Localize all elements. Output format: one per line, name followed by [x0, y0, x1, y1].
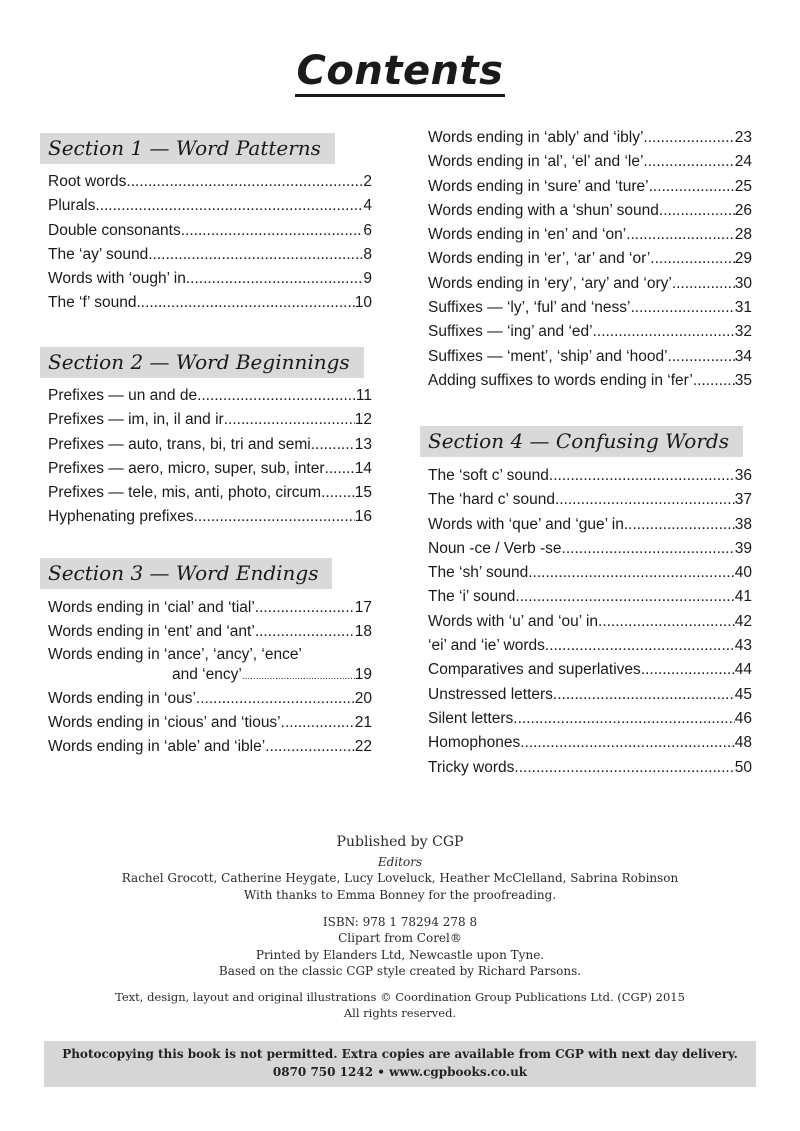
thanks-line: With thanks to Emma Bonney for the proofreading.: [243, 888, 557, 902]
toc-entry[interactable]: Words ending in ‘ably’ and ‘ibly’ ..... 23: [428, 126, 752, 150]
section-1-heading: Section 1 — Word Patterns: [40, 133, 335, 164]
toc-entry[interactable]: Homophones ..... 48: [428, 731, 752, 755]
section-4-heading: Section 4 — Confusing Words: [420, 426, 743, 457]
section-3-entries-left: [48, 596, 372, 759]
toc-entry[interactable]: ‘ei’ and ‘ie’ words ..... 43: [428, 634, 752, 658]
editors-label: Editors: [377, 855, 423, 869]
section-2-heading: Section 2 — Word Beginnings: [40, 347, 364, 378]
toc-entry[interactable]: Words ending in ‘ance’, ‘ancy’, ‘ence’ and ‘ency’ ..... 19: [48, 645, 372, 687]
toc-entry[interactable]: The ‘soft c’ sound ..... 36: [428, 464, 752, 488]
isbn: ISBN: 978 1 78294 278 8: [322, 915, 478, 929]
section-3-heading: Section 3 — Word Endings: [40, 558, 332, 589]
toc-entry[interactable]: Words with ‘u’ and ‘ou’ in ..... 42: [428, 610, 752, 634]
toc-entry[interactable]: Words ending in ‘sure’ and ‘ture’ ..... 25: [428, 175, 752, 199]
toc-entry[interactable]: Words ending in ‘ery’, ‘ary’ and ‘ory’ ..... 30: [428, 272, 752, 296]
section-4-entries: [428, 464, 752, 780]
section-2-entries: [48, 384, 372, 530]
toc-entry[interactable]: Plurals ..... 4: [48, 194, 372, 218]
toc-entry[interactable]: Noun -ce / Verb -se ..... 39: [428, 537, 752, 561]
toc-entry[interactable]: Words ending in ‘cial’ and ‘tial’ ..... 17: [48, 596, 372, 620]
toc-entry[interactable]: Prefixes — tele, mis, anti, photo, circum ..... 15: [48, 481, 372, 505]
toc-entry[interactable]: Comparatives and superlatives ..... 44: [428, 658, 752, 682]
toc-entry[interactable]: Words ending in ‘cious’ and ‘tious’ ..... 21: [48, 711, 372, 735]
toc-entry[interactable]: Prefixes — un and de ..... 11: [48, 384, 372, 408]
toc-entry[interactable]: Suffixes — ‘ment’, ‘ship’ and ‘hood’ ..... 34: [428, 345, 752, 369]
toc-entry[interactable]: Prefixes — aero, micro, super, sub, inter ..... 14: [48, 457, 372, 481]
toc-entry[interactable]: Suffixes — ‘ing’ and ‘ed’ ..... 32: [428, 320, 752, 344]
toc-entry[interactable]: Adding suffixes to words ending in ‘fer’ ..... 35: [428, 369, 752, 393]
published-by: Published by CGP: [336, 834, 464, 850]
toc-entry[interactable]: The ‘f’ sound ..... 10: [48, 291, 372, 315]
toc-entry[interactable]: Words with ‘que’ and ‘gue’ in ..... 38: [428, 513, 752, 537]
toc-entry[interactable]: Tricky words ..... 50: [428, 756, 752, 780]
toc-entry[interactable]: Words ending in ‘ous’ ..... 20: [48, 687, 372, 711]
copyright-line: Text, design, layout and original illustrations © Coordination Group Publications Ltd. (CGP) 2015: [115, 990, 685, 1004]
toc-entry[interactable]: Words with ‘ough’ in ..... 9: [48, 267, 372, 291]
banner-contact: 0870 750 1242 • www.cgpbooks.co.uk: [272, 1065, 528, 1079]
toc-entry[interactable]: Double consonants ..... 6: [48, 219, 372, 243]
toc-entry[interactable]: Words ending in ‘al’, ‘el’ and ‘le’ ..... 24: [428, 150, 752, 174]
editors-list: Rachel Grocott, Catherine Heygate, Lucy Loveluck, Heather McClelland, Sabrina Robinson: [121, 871, 679, 885]
toc-entry[interactable]: The ‘hard c’ sound ..... 37: [428, 488, 752, 512]
toc-entry[interactable]: Root words ..... 2: [48, 170, 372, 194]
toc-entry[interactable]: Prefixes — auto, trans, bi, tri and semi ..... 13: [48, 433, 372, 457]
toc-entry[interactable]: Suffixes — ‘ly’, ‘ful’ and ‘ness’ ..... 31: [428, 296, 752, 320]
photocopy-banner: [44, 1041, 756, 1087]
clipart-credit: Clipart from Corel®: [338, 931, 462, 945]
toc-entry[interactable]: Unstressed letters ..... 45: [428, 683, 752, 707]
toc-entry[interactable]: Words ending in ‘en’ and ‘on’ ..... 28: [428, 223, 752, 247]
rights-line: All rights reserved.: [343, 1006, 457, 1020]
toc-entry[interactable]: The ‘ay’ sound ..... 8: [48, 243, 372, 267]
section-1-entries: [48, 170, 372, 316]
style-credit: Based on the classic CGP style created by Richard Parsons.: [218, 964, 582, 978]
toc-entry[interactable]: The ‘i’ sound ..... 41: [428, 585, 752, 609]
toc-entry[interactable]: Hyphenating prefixes ..... 16: [48, 505, 372, 529]
printed-by: Printed by Elanders Ltd, Newcastle upon Tyne.: [255, 948, 545, 962]
toc-entry[interactable]: Prefixes — im, in, il and ir ..... 12: [48, 408, 372, 432]
toc-entry[interactable]: The ‘sh’ sound ..... 40: [428, 561, 752, 585]
section-3-entries-right: [428, 126, 752, 393]
toc-entry[interactable]: Words ending in ‘er’, ‘ar’ and ‘or’ ..... 29: [428, 247, 752, 271]
toc-entry[interactable]: Words ending in ‘ent’ and ‘ant’ ..... 18: [48, 620, 372, 644]
toc-entry[interactable]: Silent letters ..... 46: [428, 707, 752, 731]
page-title: Contents: [0, 48, 800, 94]
toc-entry[interactable]: Words ending in ‘able’ and ‘ible’ ..... 22: [48, 735, 372, 759]
banner-notice: Photocopying this book is not permitted. Extra copies are available from CGP with next day delivery.: [62, 1047, 738, 1061]
toc-entry[interactable]: Words ending with a ‘shun’ sound ..... 26: [428, 199, 752, 223]
